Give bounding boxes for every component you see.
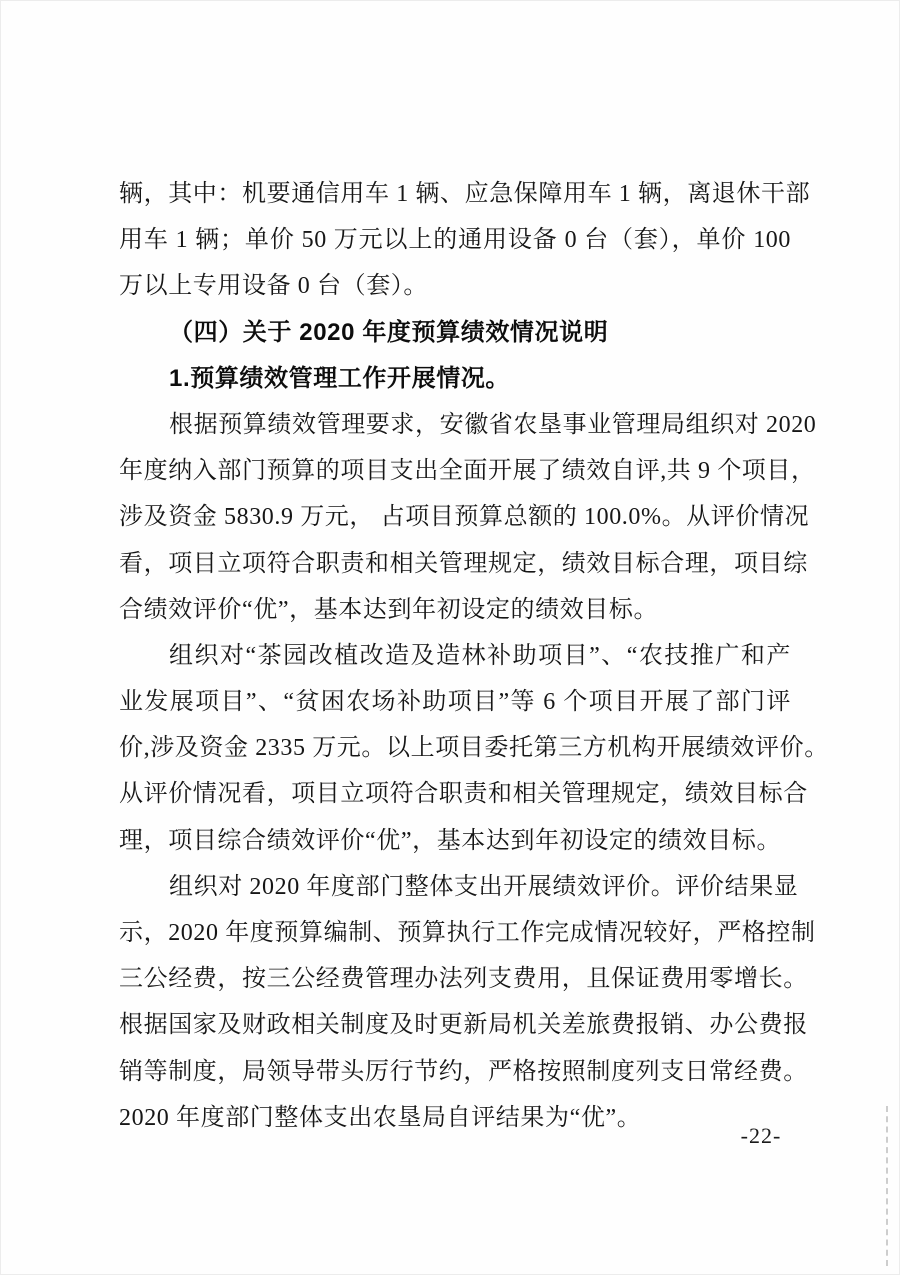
- text-line: 业发展项目”、“贫困农场补助项目”等 6 个项目开展了部门评: [119, 689, 791, 716]
- text-line: 用车 1 辆；单价 50 万元以上的通用设备 0 台（套），单价 100: [119, 227, 791, 254]
- text-line: 2020 年度部门整体支出农垦局自评结果为“优”。: [119, 1104, 642, 1131]
- text-line: 合绩效评价“优”，基本达到年初设定的绩效目标。: [119, 596, 659, 623]
- text-line: 组织对 2020 年度部门整体支出开展绩效评价。评价结果显: [169, 873, 799, 900]
- text-line: 涉及资金 5830.9 万元， 占项目预算总额的 100.0%。从评价情况: [119, 504, 810, 531]
- text-line: 万以上专用设备 0 台（套）。: [119, 273, 428, 300]
- text-line: 年度纳入部门预算的项目支出全面开展了绩效自评,共 9 个项目，: [119, 458, 816, 485]
- text-line: 组织对“茶园改植改造及造林补助项目”、“农技推广和产: [169, 642, 791, 669]
- text-line: 理，项目综合绩效评价“优”，基本达到年初设定的绩效目标。: [119, 827, 782, 854]
- text-line: 根据预算绩效管理要求，安徽省农垦事业管理局组织对 2020: [169, 411, 817, 438]
- text-line: 辆，其中：机要通信用车 1 辆、应急保障用车 1 辆，离退休干部: [119, 181, 811, 207]
- text-line: 价,涉及资金 2335 万元。以上项目委托第三方机构开展绩效评价。: [119, 735, 829, 762]
- text-line: 三公经费，按三公经费管理办法列支费用，且保证费用零增长。: [119, 966, 808, 993]
- text-line: 根据国家及财政相关制度及时更新局机关差旅费报销、办公费报: [119, 1012, 808, 1039]
- text-line: 1.预算绩效管理工作开展情况。: [169, 364, 511, 392]
- text-line: 从评价情况看，项目立项符合职责和相关管理规定，绩效目标合: [119, 781, 808, 808]
- text-line: （四）关于 2020 年度预算绩效情况说明: [169, 318, 609, 346]
- text-line: 看，项目立项符合职责和相关管理规定，绩效目标合理，项目综: [119, 550, 808, 577]
- page-number: -22-: [740, 1123, 782, 1148]
- document-text-block: [119, 171, 829, 1141]
- text-line: 示，2020 年度预算编制、预算执行工作完成情况较好，严格控制: [119, 920, 816, 946]
- text-line: 销等制度，局领导带头厉行节约，严格按照制度列支日常经费。: [119, 1058, 808, 1085]
- page-edge-dashes: [886, 1106, 888, 1266]
